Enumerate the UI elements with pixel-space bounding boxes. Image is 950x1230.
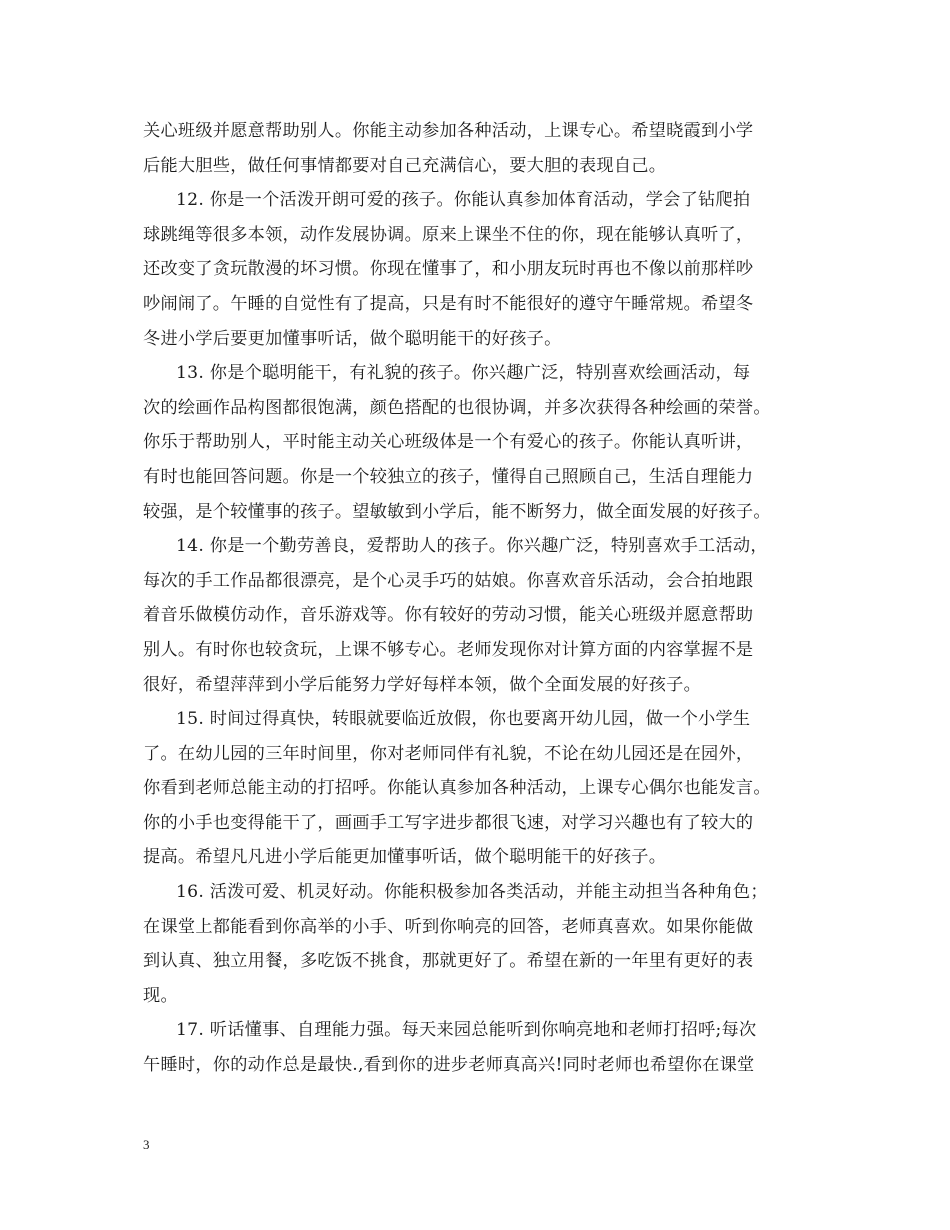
text-line: 有时也能回答问题。你是一个较独立的孩子，懂得自己照顾自己，生活自理能力 [143, 466, 754, 487]
text-line: 现。 [143, 985, 178, 1006]
paragraph-start-line: 13. 你是个聪明能干，有礼貌的孩子。你兴趣广泛，特别喜欢绘画活动，每 [176, 363, 751, 384]
text-line: 你看到老师总能主动的打招呼。你能认真参加各种活动，上课专心偶尔也能发言。 [143, 778, 771, 799]
paragraph-start-line: 17. 听话懂事、自理能力强。每天来园总能听到你响亮地和老师打招呼;每次 [176, 1020, 757, 1041]
text-line: 到认真、独立用餐，多吃饭不挑食，那就更好了。希望在新的一年里有更好的表 [143, 951, 754, 972]
text-line: 次的绘画作品构图都很饱满，颜色搭配的也很协调，并多次获得各种绘画的荣誉。 [143, 397, 771, 418]
text-line: 很好，希望萍萍到小学后能努力学好每样本领，做个全面发展的好孩子。 [143, 674, 702, 695]
paragraph-start-line: 16. 活泼可爱、机灵好动。你能积极参加各类活动，并能主动担当各种角色； [176, 882, 768, 903]
text-line: 你的小手也变得能干了，画画手工写字进步都很飞速，对学习兴趣也有了较大的 [143, 812, 754, 833]
text-line: 了。在幼儿园的三年时间里，你对老师同伴有礼貌，不论在幼儿园还是在园外， [143, 743, 754, 764]
text-line: 吵闹闹了。午睡的自觉性有了提高，只是有时不能很好的遵守午睡常规。希望冬 [143, 293, 754, 314]
text-line: 每次的手工作品都很漂亮，是个心灵手巧的姑娘。你喜欢音乐活动，会合拍地跟 [143, 570, 754, 591]
document-body [143, 114, 823, 1083]
text-line: 在课堂上都能看到你高举的小手、听到你响亮的回答，老师真喜欢。如果你能做 [143, 916, 754, 937]
paragraph-start-line: 14. 你是一个勤劳善良，爱帮助人的孩子。你兴趣广泛，特别喜欢手工活动， [176, 536, 768, 557]
text-line: 别人。有时你也较贪玩，上课不够专心。老师发现你对计算方面的内容掌握不是 [143, 639, 754, 660]
text-line: 午睡时，你的动作总是最快.,看到你的进步老师真高兴!同时老师也希望你在课堂 [143, 1055, 755, 1076]
paragraph-start-line: 12. 你是一个活泼开朗可爱的孩子。你能认真参加体育活动，学会了钻爬拍 [176, 190, 751, 211]
text-line: 还改变了贪玩散漫的坏习惯。你现在懂事了，和小朋友玩时再也不像以前那样吵 [143, 259, 754, 280]
text-line: 提高。希望凡凡进小学后能更加懂事听话，做个聪明能干的好孩子。 [143, 847, 667, 868]
text-line: 冬进小学后要更加懂事听话，做个聪明能干的好孩子。 [143, 328, 562, 349]
text-line: 着音乐做模仿动作，音乐游戏等。你有较好的劳动习惯，能关心班级并愿意帮助 [143, 605, 754, 626]
paragraph-start-line: 15. 时间过得真快，转眼就要临近放假，你也要离开幼儿园，做一个小学生 [176, 709, 751, 730]
text-line: 较强，是个较懂事的孩子。望敏敏到小学后，能不断努力，做全面发展的好孩子。 [143, 501, 771, 522]
page-number: 3 [143, 1137, 150, 1152]
text-line: 后能大胆些，做任何事情都要对自己充满信心，要大胆的表现自己。 [143, 155, 667, 176]
text-line: 你乐于帮助别人，平时能主动关心班级体是一个有爱心的孩子。你能认真听讲， [143, 432, 754, 453]
text-line: 关心班级并愿意帮助别人。你能主动参加各种活动，上课专心。希望晓霞到小学 [143, 121, 754, 141]
text-line: 球跳绳等很多本领，动作发展协调。原来上课坐不住的你，现在能够认真听了， [143, 224, 754, 245]
